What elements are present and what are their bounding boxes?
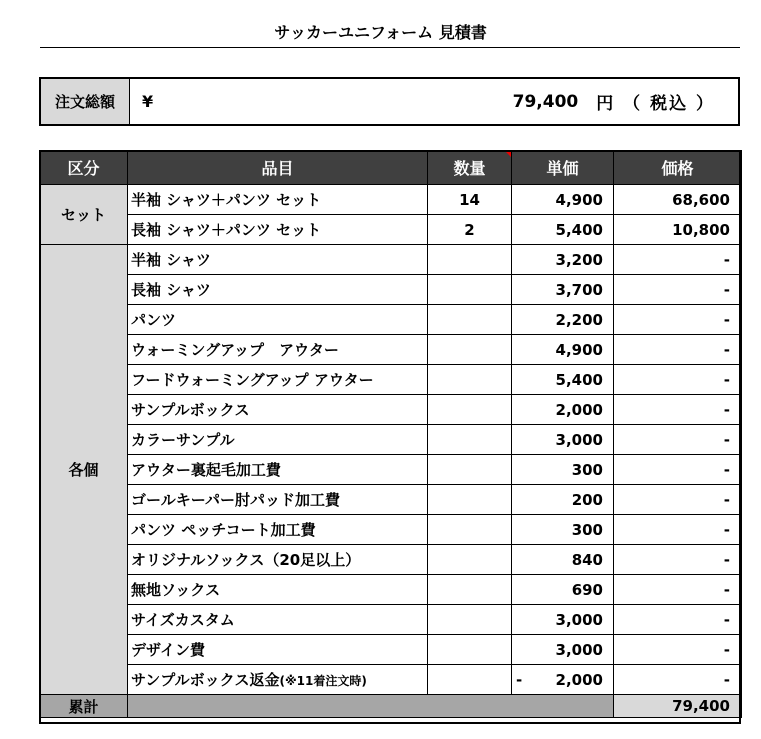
table-row xyxy=(40,395,742,425)
price: - xyxy=(614,395,742,425)
header-category: 区分 xyxy=(40,151,128,185)
price: - xyxy=(614,305,742,335)
order-total-currency: ¥ xyxy=(142,92,154,111)
refund-unit-wrap xyxy=(512,671,603,689)
table-row xyxy=(40,545,742,575)
qty-cell[interactable] xyxy=(428,635,512,665)
order-total-value xyxy=(182,79,738,124)
header-item: 品目 xyxy=(128,151,428,185)
unit-price: 690 xyxy=(512,575,614,605)
price: - xyxy=(614,665,742,695)
order-total-label: 注文総額 xyxy=(41,79,130,124)
table-row xyxy=(40,365,742,395)
qty-cell[interactable] xyxy=(428,305,512,335)
qty-cell[interactable] xyxy=(428,245,512,275)
order-total-amount: 79,400 xyxy=(512,91,579,112)
item-name: ウォーミングアップ アウター xyxy=(128,335,428,365)
table-row-refund xyxy=(40,665,742,695)
qty-cell[interactable] xyxy=(428,425,512,455)
table-row xyxy=(40,335,742,365)
qty-cell[interactable] xyxy=(428,605,512,635)
price: - xyxy=(614,605,742,635)
refund-unit-value: 2,000 xyxy=(555,670,603,689)
item-name: 無地ソックス xyxy=(128,575,428,605)
unit-price: 3,000 xyxy=(512,605,614,635)
table-row xyxy=(40,605,742,635)
item-name xyxy=(128,665,428,695)
table-row xyxy=(40,485,742,515)
unit-price: 3,000 xyxy=(512,425,614,455)
price: - xyxy=(614,275,742,305)
unit-price: 4,900 xyxy=(512,185,614,215)
header-unit-price: 単価 xyxy=(512,151,614,185)
qty-cell[interactable] xyxy=(428,395,512,425)
unit-price: 3,200 xyxy=(512,245,614,275)
item-name: パンツ ペッチコート加工費 xyxy=(128,515,428,545)
unit-price: 3,700 xyxy=(512,275,614,305)
price: - xyxy=(614,575,742,605)
unit-price: 300 xyxy=(512,455,614,485)
unit-price: 200 xyxy=(512,485,614,515)
unit-price: 2,000 xyxy=(512,395,614,425)
item-name: 半袖 シャツ xyxy=(128,245,428,275)
item-name: サイズカスタム xyxy=(128,605,428,635)
table-row xyxy=(40,305,742,335)
qty-cell[interactable] xyxy=(428,575,512,605)
sum-row xyxy=(40,695,742,718)
table-row xyxy=(40,185,742,215)
table-row xyxy=(40,515,742,545)
unit-price: 4,900 xyxy=(512,335,614,365)
minus-sign: - xyxy=(516,670,523,689)
table-row xyxy=(40,455,742,485)
item-name: ゴールキーパー肘パッド加工費 xyxy=(128,485,428,515)
item-name: パンツ xyxy=(128,305,428,335)
price: - xyxy=(614,545,742,575)
unit-price: 5,400 xyxy=(512,365,614,395)
item-name: 長袖 シャツ＋パンツ セット xyxy=(128,215,428,245)
price: - xyxy=(614,485,742,515)
price: - xyxy=(614,245,742,275)
table-row xyxy=(40,275,742,305)
header-qty: 数量 xyxy=(428,151,512,185)
qty-cell[interactable]: 2 xyxy=(428,215,512,245)
item-name: フードウォーミングアップ アウター xyxy=(128,365,428,395)
table-row xyxy=(40,245,742,275)
order-total-box xyxy=(39,77,740,126)
category-each: 各個 xyxy=(40,245,128,695)
price: - xyxy=(614,635,742,665)
qty-cell[interactable] xyxy=(428,455,512,485)
table-header-row xyxy=(40,151,742,185)
refund-item-note: (※11着注文時) xyxy=(279,674,367,688)
item-name: 長袖 シャツ xyxy=(128,275,428,305)
unit-price: 300 xyxy=(512,515,614,545)
price: - xyxy=(614,455,742,485)
order-total-unit: 円 （ 税込 ） xyxy=(596,94,715,114)
unit-price: 3,000 xyxy=(512,635,614,665)
table-row xyxy=(40,575,742,605)
price: 10,800 xyxy=(614,215,742,245)
qty-cell[interactable] xyxy=(428,665,512,695)
qty-cell[interactable] xyxy=(428,275,512,305)
price: - xyxy=(614,335,742,365)
qty-cell[interactable] xyxy=(428,545,512,575)
table-row xyxy=(40,635,742,665)
sum-label: 累計 xyxy=(40,695,128,718)
refund-item-name: サンプルボックス返金 xyxy=(131,671,280,689)
item-name: サンプルボックス xyxy=(128,395,428,425)
price: - xyxy=(614,515,742,545)
qty-cell[interactable] xyxy=(428,515,512,545)
unit-price: 5,400 xyxy=(512,215,614,245)
item-name: オリジナルソックス（20足以上） xyxy=(128,545,428,575)
sum-blank xyxy=(128,695,614,718)
sum-price: 79,400 xyxy=(614,695,742,718)
item-name: 半袖 シャツ＋パンツ セット xyxy=(128,185,428,215)
table-row xyxy=(40,215,742,245)
estimate-table xyxy=(39,150,742,718)
header-price: 価格 xyxy=(614,151,742,185)
item-name: デザイン費 xyxy=(128,635,428,665)
table-row xyxy=(40,425,742,455)
category-set: セット xyxy=(40,185,128,245)
qty-cell[interactable] xyxy=(428,335,512,365)
item-name: アウター裏起毛加工費 xyxy=(128,455,428,485)
unit-price: 2,200 xyxy=(512,305,614,335)
unit-price xyxy=(512,665,614,695)
title-underline xyxy=(40,47,740,48)
qty-cell[interactable] xyxy=(428,485,512,515)
unit-price: 840 xyxy=(512,545,614,575)
page-title: サッカーユニフォーム 見積書 xyxy=(274,23,487,42)
item-name: カラーサンプル xyxy=(128,425,428,455)
qty-cell[interactable] xyxy=(428,365,512,395)
qty-cell[interactable]: 14 xyxy=(428,185,512,215)
price: - xyxy=(614,365,742,395)
price: 68,600 xyxy=(614,185,742,215)
price: - xyxy=(614,425,742,455)
